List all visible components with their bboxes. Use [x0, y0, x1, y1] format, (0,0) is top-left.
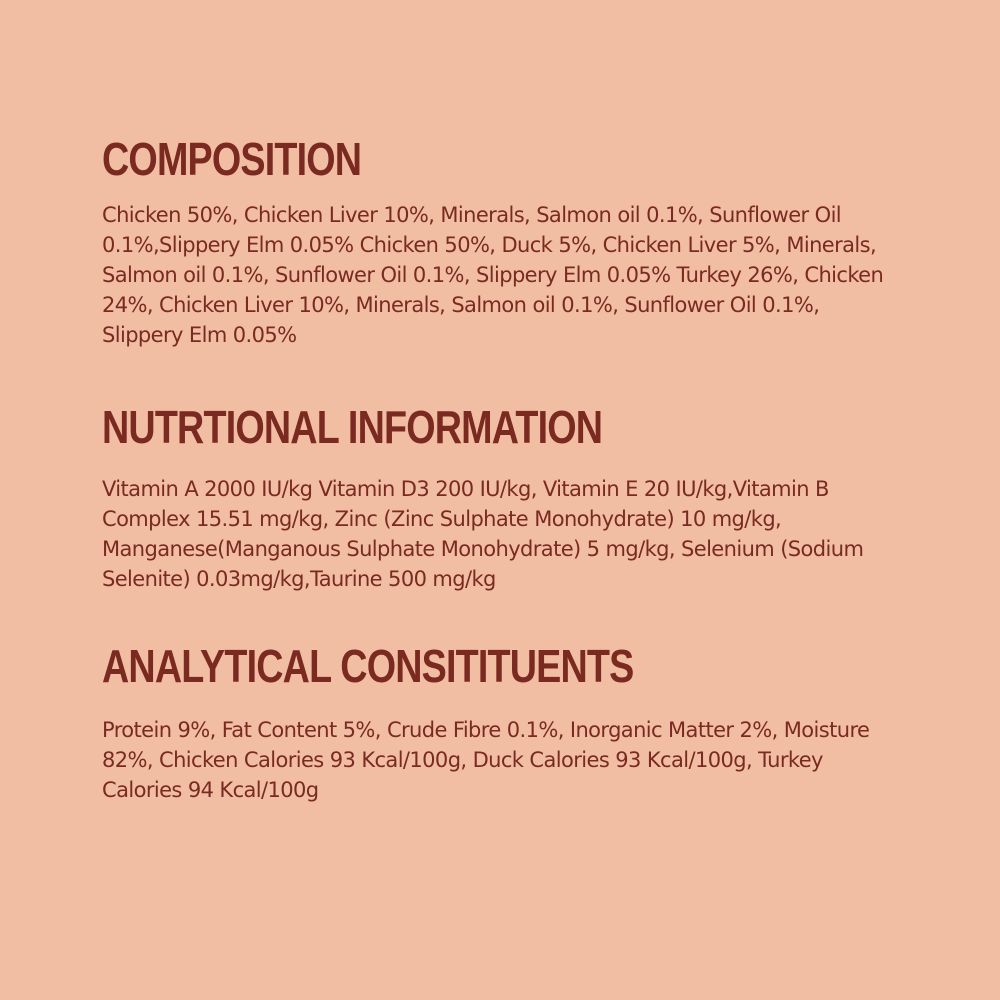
composition-text: Chicken 50%, Chicken Liver 10%, Minerals, Salmon oil 0.1%, Sunflower Oil 0.1%,Slippery Elm 0.05% Chicken 50%, Duck 5%, Chicken Liver 5%, Minerals, Salmon oil 0.1%, Sunflower Oil 0.1%, Slippery Elm 0.05% Turkey 26%, Chicken 24%, Chicken Liver 10%, Minerals, Salmon oil 0.1%, Sunflower Oil 0.1%, Slippery Elm 0.05%	[102, 203, 884, 347]
composition-heading: COMPOSITION	[102, 133, 362, 185]
analytical-constituents-text: Protein 9%, Fat Content 5%, Crude Fibre 0.1%, Inorganic Matter 2%, Moisture 82%, Chicken Calories 93 Kcal/100g, Duck Calories 93 Kcal/100g, Turkey Calories 94 Kcal/100g	[102, 718, 870, 802]
composition-section	[102, 132, 902, 350]
product-info-page	[102, 132, 902, 805]
analytical-constituents-heading: ANALYTICAL CONSITITUENTS	[102, 640, 634, 692]
nutritional-information-heading: NUTRTIONAL INFORMATION	[102, 401, 603, 453]
analytical-constituents-section	[102, 639, 902, 805]
nutritional-information-section	[102, 400, 902, 594]
nutritional-information-text: Vitamin A 2000 IU/kg Vitamin D3 200 IU/kg, Vitamin E 20 IU/kg,Vitamin B Complex 15.51 mg/kg, Zinc (Zinc Sulphate Monohydrate) 10 mg/kg, Manganese(Manganous Sulphate Monohydrate) 5 mg/kg, Selenium (Sodium Selenite) 0.03mg/kg,Taurine 500 mg/kg	[102, 477, 864, 591]
